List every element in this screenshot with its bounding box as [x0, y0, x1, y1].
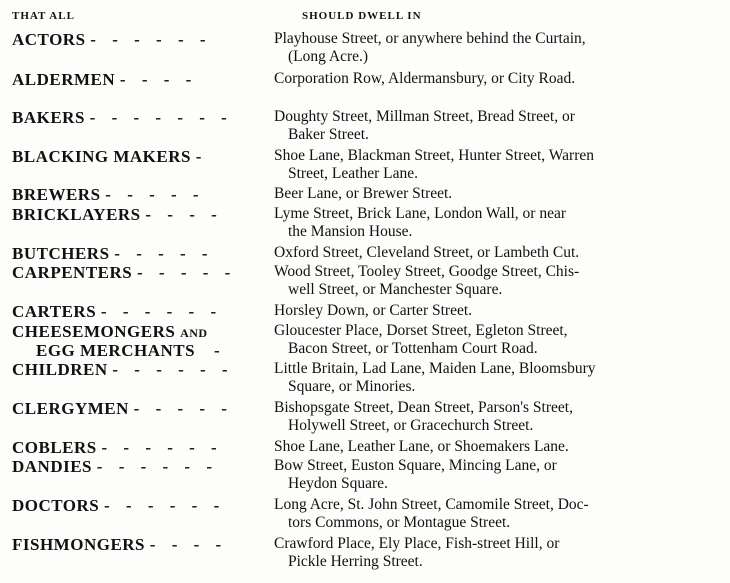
places-text: Long Acre, St. John Street, Camomile Street, Doc- tors Commons, or Montague Street. [274, 496, 589, 531]
places-text: Crawford Place, Ely Place, Fish-street Hill, or Pickle Herring Street. [274, 535, 560, 570]
places-text: Bow Street, Euston Square, Mincing Lane, or Heydon Square. [274, 457, 557, 492]
trade-name: BLACKING MAKERS [12, 147, 191, 166]
leader-dashes: - - - - - - [96, 457, 218, 476]
leader-dashes: - - - - - [137, 263, 237, 282]
trade-name: ACTORS [12, 30, 86, 49]
trade-name: CARPENTERS [12, 263, 133, 282]
places-text: Little Britain, Lad Lane, Maiden Lane, Bloomsbury Square, or Minories. [274, 360, 596, 395]
trade-conjunction: AND [180, 326, 208, 340]
leader-dashes: - - - - - - [100, 302, 223, 321]
places-text: Wood Street, Tooley Street, Goodge Street, Chis- well Street, or Manchester Square. [274, 263, 580, 298]
trade-name: BAKERS [12, 108, 85, 127]
places-text: Corporation Row, Aldermansbury, or City Road. [274, 70, 576, 87]
trade-name: ALDERMEN [12, 70, 116, 89]
places-text: Lyme Street, Brick Lane, London Wall, or near the Mansion House. [274, 205, 567, 240]
leader-dashes: - - - - - - [112, 360, 234, 379]
places-text: Beer Lane, or Brewer Street. [274, 185, 453, 202]
trade-name: CHEESEMONGERS [12, 322, 176, 341]
leader-dashes: - - - - - [133, 399, 233, 418]
column-header-left: THAT ALL [12, 10, 75, 22]
column-header-right: SHOULD DWELL IN [302, 10, 422, 22]
trade-name: CLERGYMEN [12, 399, 129, 418]
places-text: Doughty Street, Millman Street, Bread Street, or Baker Street. [274, 108, 575, 143]
trade-name: BRICKLAYERS [12, 205, 141, 224]
leader-dashes: - - - - - - [101, 438, 223, 457]
trade-name: CHILDREN [12, 360, 108, 379]
trade-name: COBLERS [12, 438, 97, 457]
trade-name: FISHMONGERS [12, 535, 146, 554]
trade-name: BREWERS [12, 185, 101, 204]
leader-dashes: - - - - - [105, 185, 205, 204]
places-text: Gloucester Place, Dorset Street, Egleton Street, Bacon Street, or Tottenham Court Road. [274, 322, 568, 357]
trade-name-line-2: EGG MERCHANTS [36, 341, 196, 360]
leader-dashes: - - - - - - [90, 30, 212, 49]
trade-name: CARTERS [12, 302, 97, 321]
leader-dashes: - - - - [149, 535, 228, 554]
leader-dashes: - - - - [119, 70, 198, 89]
places-text: Playhouse Street, or anywhere behind the Curtain, (Long Acre.) [274, 30, 586, 65]
trade-name: DOCTORS [12, 496, 100, 515]
trade-name: DANDIES [12, 457, 93, 476]
leader-dashes: - - - - - [114, 244, 214, 263]
trade-name: BUTCHERS [12, 244, 110, 263]
places-text: Horsley Down, or Carter Street. [274, 302, 473, 319]
places-text: Shoe Lane, Blackman Street, Hunter Street, Warren Street, Leather Lane. [274, 147, 594, 182]
leader-dashes: - - - - [145, 205, 223, 224]
leader-dashes: - [195, 147, 208, 166]
places-text: Bishopsgate Street, Dean Street, Parson's Street, Holywell Street, or Gracechurch Street. [274, 399, 573, 434]
places-text: Shoe Lane, Leather Lane, or Shoemakers Lane. [274, 438, 569, 455]
places-text: Oxford Street, Cleveland Street, or Lambeth Cut. [274, 244, 580, 261]
leader-dashes: - - - - - - [104, 496, 226, 515]
leader-dashes: - - - - - - - [89, 108, 233, 127]
leader-dashes: - [214, 341, 221, 360]
